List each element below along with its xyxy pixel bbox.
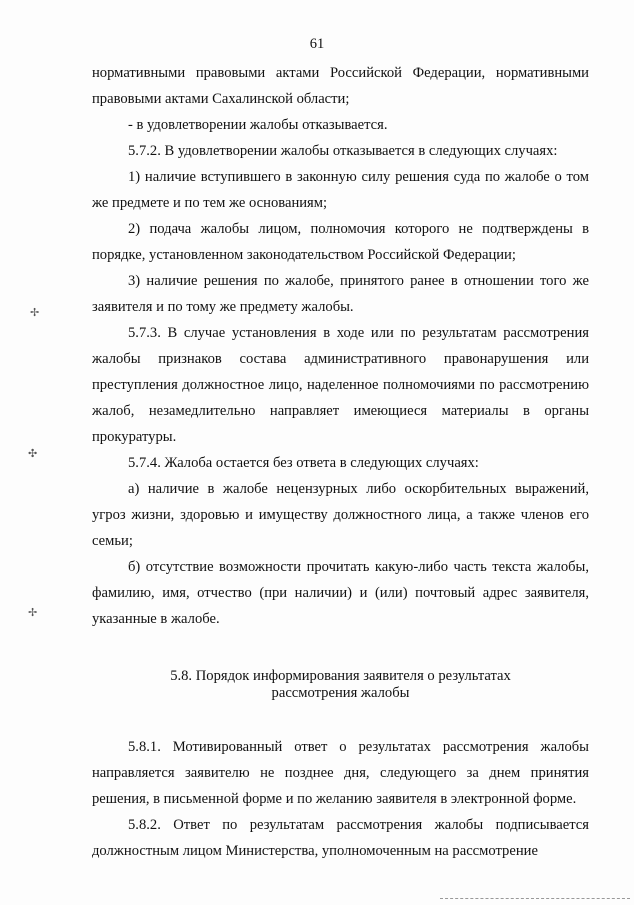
- paragraph: нормативными правовыми актами Российской Федерации, нормативными правовыми актами Сахалинской области;: [92, 65, 589, 107]
- scan-edge-line: [440, 898, 630, 900]
- paragraph: 5.7.2. В удовлетворении жалобы отказывается в следующих случаях:: [128, 143, 558, 159]
- paragraph: 2) подача жалобы лицом, полномочия которого не подтверждены в порядке, установленном законодательством Российской Федерации;: [92, 221, 589, 263]
- paragraph: 3) наличие решения по жалобе, принятого ранее в отношении того же заявителя и по тому же предмету жалобы.: [92, 273, 589, 315]
- paragraph: 5.7.3. В случае установления в ходе или по результатам рассмотрения жалобы признаков состава административного правонарушения или преступления должностное лицо, наделенное полномочиями по рассмотрению жалоб, незамедлительно направляет имеющиеся материалы в органы прокуратуры.: [92, 325, 589, 445]
- paragraph: б) отсутствие возможности прочитать какую-либо часть текста жалобы, фамилию, имя, отчество (при наличии) и (или) почтовый адрес заявителя, указанные в жалобе.: [92, 559, 589, 627]
- scan-mark-icon: ✢: [28, 606, 38, 619]
- paragraph: - в удовлетворении жалобы отказывается.: [128, 117, 388, 133]
- paragraph: 5.8.1. Мотивированный ответ о результатах рассмотрения жалобы направляется заявителю не позднее дня, следующего за днем принятия решения, в письменной форме и по желанию заявителя в электронной форме.: [92, 739, 589, 807]
- scan-mark-icon: ✣: [28, 447, 38, 460]
- paragraph: 1) наличие вступившего в законную силу решения суда по жалобе о том же предмете и по тем же основаниям;: [92, 169, 589, 211]
- paragraph: 5.8.2. Ответ по результатам рассмотрения жалобы подписывается должностным лицом Министерства, уполномоченным на рассмотрение: [92, 817, 589, 859]
- paragraph: а) наличие в жалобе нецензурных либо оскорбительных выражений, угроз жизни, здоровью и имуществу должностного лица, а также членов его семьи;: [92, 481, 589, 549]
- section-heading-line: рассмотрения жалобы: [271, 685, 410, 701]
- section-heading-line: 5.8. Порядок информирования заявителя о результатах: [170, 668, 511, 684]
- paragraph: 5.7.4. Жалоба остается без ответа в следующих случаях:: [128, 455, 479, 471]
- section-heading: [92, 668, 589, 702]
- document-body: [92, 60, 589, 864]
- scan-mark-icon: ✢: [30, 306, 40, 319]
- page-number: 61: [309, 36, 325, 52]
